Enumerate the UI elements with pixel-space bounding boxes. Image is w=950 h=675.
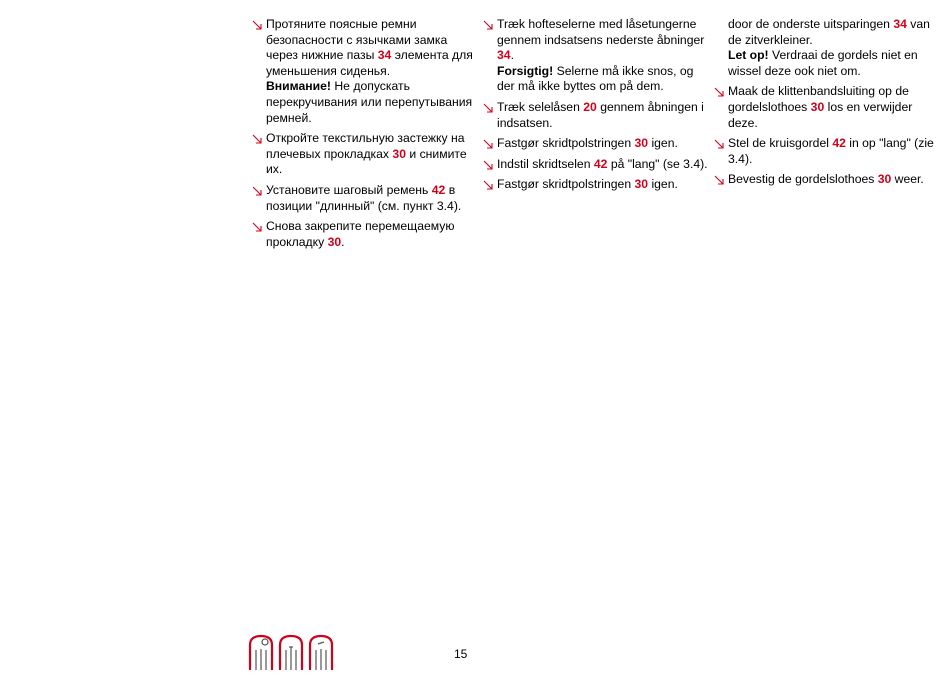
item-text: door de onderste uitsparingen — [728, 17, 894, 31]
item-ref: 42 — [832, 136, 846, 151]
item-ref: 42 — [431, 182, 446, 197]
item-ref: 34 — [893, 17, 907, 31]
arrow-bullet-icon — [483, 160, 494, 171]
list-item — [714, 136, 939, 167]
item-text: Selerne må ikke snos, og der må ikke byttes om på dem. — [497, 63, 694, 94]
list-item — [252, 183, 477, 214]
warning-label: Внимание! — [266, 79, 331, 94]
arrow-bullet-icon — [252, 222, 263, 233]
arrow-bullet-icon — [714, 175, 725, 186]
item-text: van de zitverkleiner. — [728, 17, 930, 47]
list-item — [252, 219, 477, 250]
item-ref: 30 — [810, 99, 825, 114]
item-text: Протяните поясные ремни безопасности с язычками замка через нижние пазы — [266, 17, 448, 63]
page-number: 15 — [454, 647, 468, 661]
item-text: los en verwijder deze. — [728, 99, 913, 130]
item-text: in op "lang" (zie 3.4). — [728, 136, 934, 166]
item-text: igen. — [648, 177, 678, 192]
warning-label: Forsigtig! — [497, 63, 554, 78]
item-text: в позиции "длинный" (см. пункт 3.4). — [266, 182, 462, 213]
list-item — [483, 177, 708, 193]
arrow-bullet-icon — [252, 186, 263, 197]
item-text: . — [510, 48, 514, 63]
item-text: gennem åbningen i indsatsen. — [497, 99, 704, 130]
item-text: Откройте текстильную застежку на плечевых прокладках — [266, 131, 465, 161]
arrow-bullet-icon — [714, 139, 725, 150]
item-text: Установите шаговый ремень — [266, 182, 432, 197]
list-item — [483, 100, 708, 131]
item-text: элемента для уменьшения сиденья. — [266, 48, 473, 78]
item-text: . — [341, 234, 345, 249]
list-item — [483, 157, 708, 173]
item-text: Stel de kruisgordel — [728, 136, 833, 151]
arrow-bullet-icon — [483, 180, 494, 191]
item-text: и снимите их. — [266, 146, 467, 177]
arrow-bullet-icon — [483, 103, 494, 114]
list-item — [714, 172, 939, 188]
warning-label: Let op! — [728, 48, 769, 63]
arrow-bullet-icon — [252, 134, 263, 145]
item-text: Maak de klittenbandsluiting op de gordelslothoes — [728, 84, 909, 114]
item-text: Fastgør skridtpolstringen — [497, 136, 635, 151]
item-ref: 30 — [634, 136, 649, 151]
item-text: igen. — [648, 136, 678, 151]
item-text: Снова закрепите перемещаемую прокладку — [266, 219, 455, 249]
arrow-bullet-icon — [714, 87, 725, 98]
arrow-bullet-icon — [483, 20, 494, 31]
item-ref: 34 — [377, 48, 392, 63]
list-item — [483, 136, 708, 152]
column-danish — [483, 17, 708, 198]
item-text: på "lang" (se 3.4). — [607, 156, 708, 171]
list-item — [252, 17, 477, 126]
arrow-bullet-icon — [483, 139, 494, 150]
column-russian — [252, 17, 477, 255]
item-text: Bevestig de gordelslothoes — [728, 172, 878, 187]
seat-icons-logo — [247, 633, 337, 670]
item-ref: 30 — [392, 146, 406, 161]
item-text: Fastgør skridtpolstringen — [497, 177, 635, 192]
item-text: Indstil skridtselen — [497, 156, 594, 171]
list-item — [714, 84, 939, 131]
item-text: Не допускать перекручивания или перепутывания ремней. — [266, 79, 473, 125]
item-ref: 30 — [877, 172, 892, 187]
list-item-continuation — [714, 17, 939, 79]
item-text: weer. — [891, 172, 924, 187]
column-dutch — [714, 17, 939, 193]
item-ref: 20 — [583, 99, 597, 114]
item-text: Træk selelåsen — [497, 99, 584, 114]
arrow-bullet-icon — [252, 20, 263, 31]
item-ref: 34 — [497, 48, 511, 63]
item-ref: 42 — [593, 156, 608, 171]
item-text: Verdraai de gordels niet en wissel deze ook niet om. — [728, 48, 918, 78]
list-item — [252, 131, 477, 178]
item-ref: 30 — [327, 234, 342, 249]
item-text: Træk hofteselerne med låsetungerne gennem indsatsens nederste åbninger — [497, 17, 705, 47]
list-item — [483, 17, 708, 95]
item-ref: 30 — [634, 177, 649, 192]
